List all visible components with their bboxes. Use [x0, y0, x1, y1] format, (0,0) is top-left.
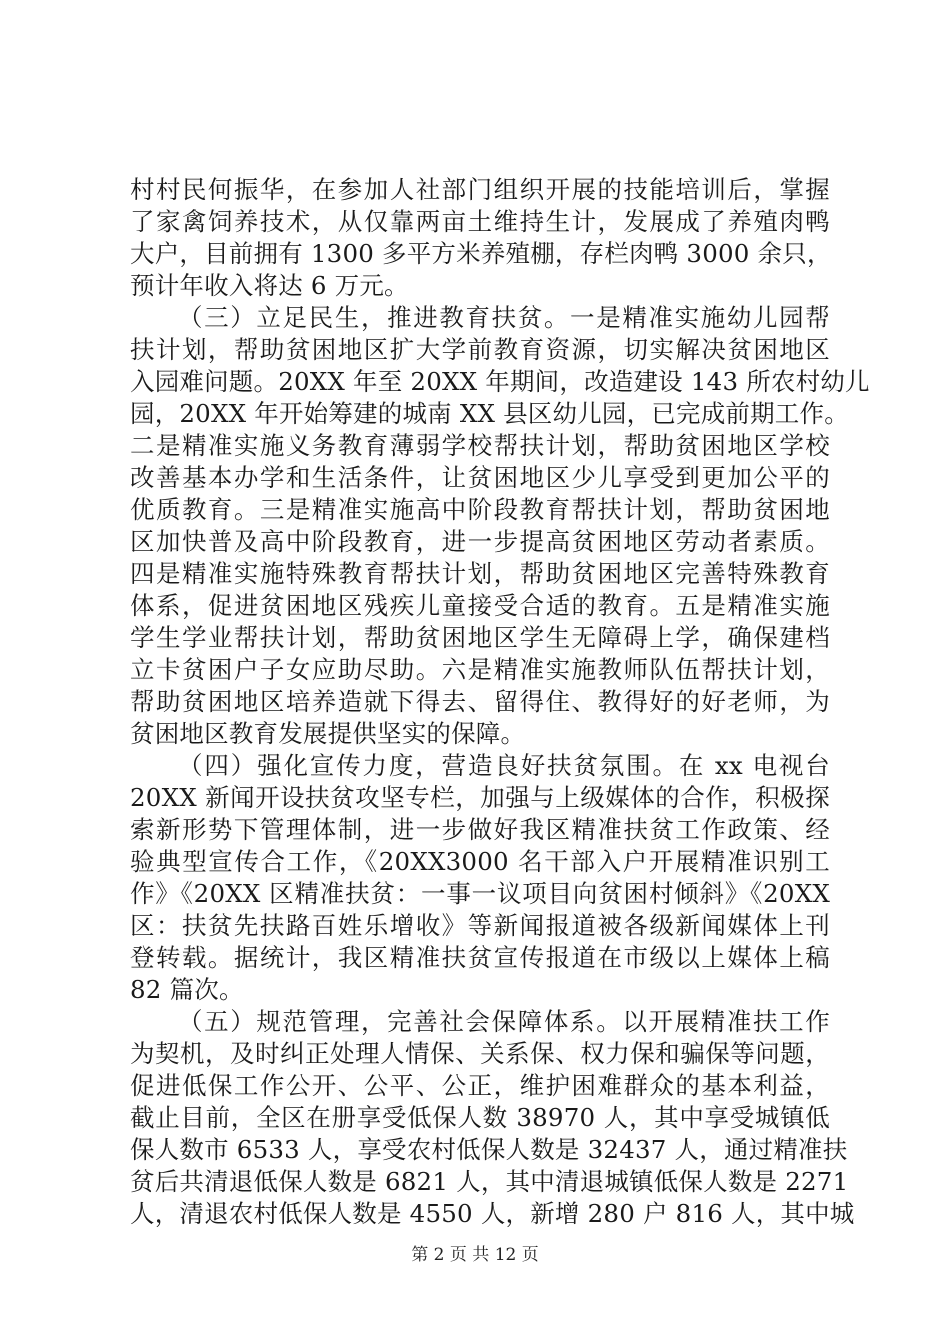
- text-line: 作》《20XX 区精准扶贫：一事一议项目向贫困村倾斜》《20XX: [130, 879, 830, 908]
- text-line: 预计年收入将达 6 万元。: [130, 271, 409, 300]
- text-line: 村村民何振华，在参加人社部门组织开展的技能培训后，掌握: [130, 175, 830, 204]
- text-line: 区加快普及高中阶段教育，进一步提高贫困地区劳动者素质。: [130, 527, 830, 556]
- text-line: 贫后共清退低保人数是 6821 人，其中清退城镇低保人数是 2271: [130, 1167, 849, 1196]
- text-line: 园，20XX 年开始筹建的城南 XX 县区幼儿园，已完成前期工作。: [130, 399, 849, 428]
- text-line: 82 篇次。: [130, 975, 244, 1004]
- body-text: [130, 174, 870, 1230]
- text-line: 保人数市 6533 人，享受农村低保人数是 32437 人，通过精准扶: [130, 1135, 848, 1164]
- text-line: 改善基本办学和生活条件，让贫困地区少儿享受到更加公平的: [130, 463, 830, 492]
- text-line: 登转载。据统计，我区精准扶贫宣传报道在市级以上媒体上稿: [130, 943, 830, 972]
- text-line: 帮助贫困地区培养造就下得去、留得住、教得好的好老师，为: [130, 687, 830, 716]
- text-line: 入园难问题。20XX 年至 20XX 年期间，改造建设 143 所农村幼儿: [130, 367, 870, 396]
- text-line: 立卡贫困户子女应助尽助。六是精准实施教师队伍帮扶计划，: [130, 655, 830, 684]
- text-line: 大户，目前拥有 1300 多平方米养殖棚，存栏肉鸭 3000 余只，: [130, 239, 832, 268]
- text-line: （四）强化宣传力度，营造良好扶贫氛围。在 xx 电视台: [178, 751, 830, 780]
- text-line: 为契机，及时纠正处理人情保、关系保、权力保和骗保等问题，: [130, 1039, 830, 1068]
- text-line: 扶计划，帮助贫困地区扩大学前教育资源，切实解决贫困地区: [130, 335, 830, 364]
- text-line: （三）立足民生，推进教育扶贫。一是精准实施幼儿园帮: [178, 303, 830, 332]
- text-line: （五）规范管理，完善社会保障体系。以开展精准扶工作: [178, 1007, 830, 1036]
- text-line: 索新形势下管理体制，进一步做好我区精准扶贫工作政策、经: [130, 815, 830, 844]
- text-line: 区：扶贫先扶路百姓乐增收》等新闻报道被各级新闻媒体上刊: [130, 911, 830, 940]
- text-line: 体系，促进贫困地区残疾儿童接受合适的教育。五是精准实施: [130, 591, 830, 620]
- text-line: 优质教育。三是精准实施高中阶段教育帮扶计划，帮助贫困地: [130, 495, 830, 524]
- text-line: 学生学业帮扶计划，帮助贫困地区学生无障碍上学，确保建档: [130, 623, 830, 652]
- text-line: 人，清退农村低保人数是 4550 人，新增 280 户 816 人，其中城: [130, 1199, 855, 1228]
- text-line: 验典型宣传合工作，《20XX3000 名干部入户开展精准识别工: [130, 847, 830, 876]
- text-line: 贫困地区教育发展提供坚实的保障。: [130, 719, 526, 748]
- text-line: 促进低保工作公开、公平、公正，维护困难群众的基本利益，: [130, 1071, 830, 1100]
- page-footer: 第 2 页 共 12 页: [411, 1245, 539, 1265]
- text-line: 20XX 新闻开设扶贫攻坚专栏，加强与上级媒体的合作，积极探: [130, 783, 830, 812]
- text-line: 二是精准实施义务教育薄弱学校帮扶计划，帮助贫困地区学校: [130, 431, 830, 460]
- text-line: 了家禽饲养技术，从仅靠两亩土维持生计，发展成了养殖肉鸭: [130, 207, 830, 236]
- text-line: 截止目前，全区在册享受低保人数 38970 人，其中享受城镇低: [130, 1103, 830, 1132]
- text-line: 四是精准实施特殊教育帮扶计划，帮助贫困地区完善特殊教育: [130, 559, 830, 588]
